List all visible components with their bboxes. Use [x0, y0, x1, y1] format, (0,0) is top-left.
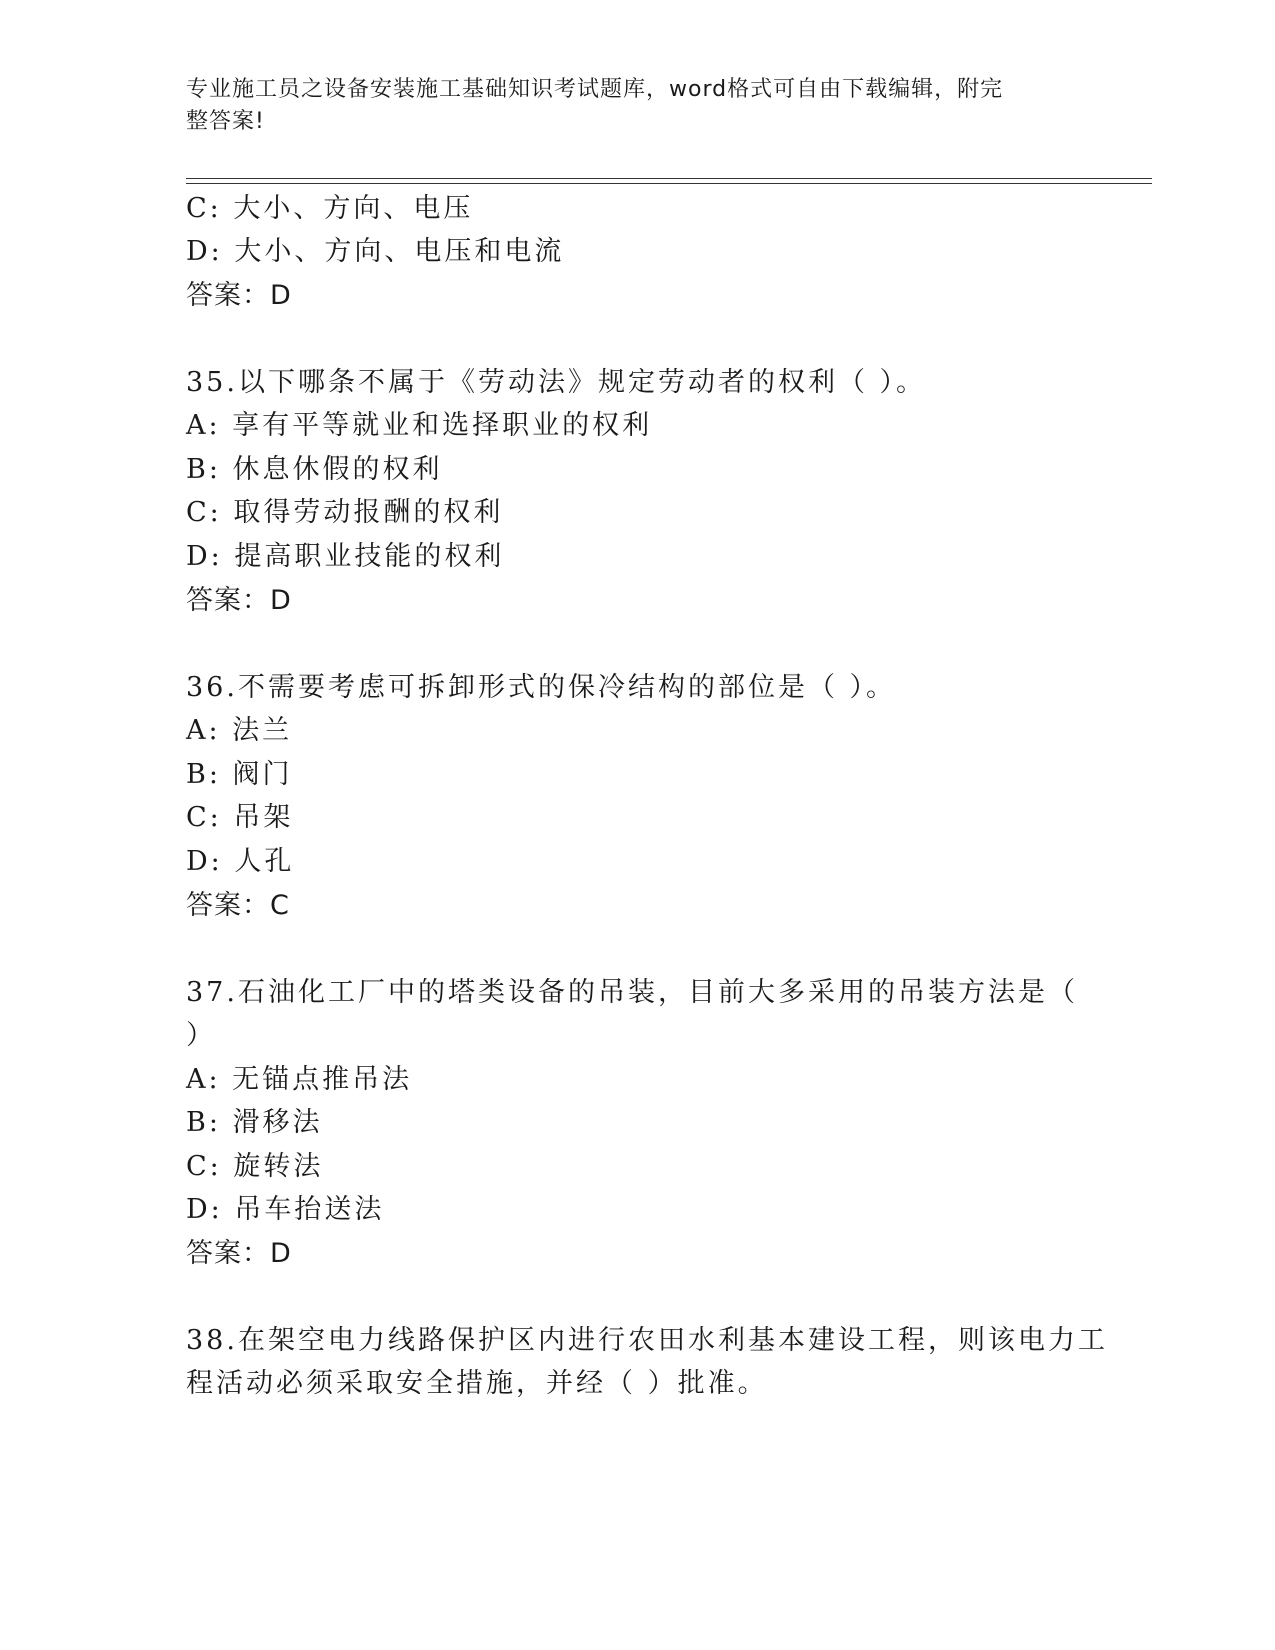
question-38-line-2: 程活动必须采取安全措施，并经（ ）批准。 [186, 1368, 768, 1399]
q37-option-d: D: 吊车抬送法 [186, 1194, 385, 1225]
q37-option-c: C: 旋转法 [186, 1151, 324, 1182]
question-38-line-1: 38.在架空电力线路保护区内进行农田水利基本建设工程，则该电力工 [186, 1325, 1108, 1356]
option-c: C: 大小、方向、电压 [186, 193, 474, 224]
q37-option-b: B: 滑移法 [186, 1107, 323, 1138]
q36-option-a: A: 法兰 [186, 715, 293, 746]
header-line-2: 整答案! [186, 109, 265, 134]
q35-option-d: D: 提高职业技能的权利 [186, 541, 505, 572]
question-37-line-2: ） [186, 1020, 216, 1051]
q35-option-b: B: 休息休假的权利 [186, 454, 443, 485]
header-line-1: 专业施工员之设备安装施工基础知识考试题库，word格式可自由下载编辑，附完 [186, 77, 1004, 102]
question-36: 36.不需要考虑可拆卸形式的保冷结构的部位是（ ）。 [186, 672, 897, 703]
q36-option-b: B: 阀门 [186, 759, 293, 790]
q36-option-d: D: 人孔 [186, 846, 295, 877]
document-header [186, 74, 1066, 138]
q35-option-c: C: 取得劳动报酬的权利 [186, 497, 504, 528]
question-37-line-1: 37.石油化工厂中的塔类设备的吊装，目前大多采用的吊装方法是（ [186, 977, 1078, 1008]
answer: 答案：D [186, 280, 292, 311]
q36-answer: 答案：C [186, 890, 290, 921]
q35-answer: 答案：D [186, 585, 292, 616]
option-d: D: 大小、方向、电压和电流 [186, 236, 565, 267]
q37-answer: 答案：D [186, 1238, 292, 1269]
q36-option-c: C: 吊架 [186, 802, 294, 833]
q35-option-a: A: 享有平等就业和选择职业的权利 [186, 410, 653, 441]
header-divider-top [186, 178, 1152, 179]
q37-option-a: A: 无锚点推吊法 [186, 1064, 413, 1095]
header-divider-bottom [186, 183, 1152, 184]
question-35: 35.以下哪条不属于《劳动法》规定劳动者的权利（ ）。 [186, 367, 927, 398]
